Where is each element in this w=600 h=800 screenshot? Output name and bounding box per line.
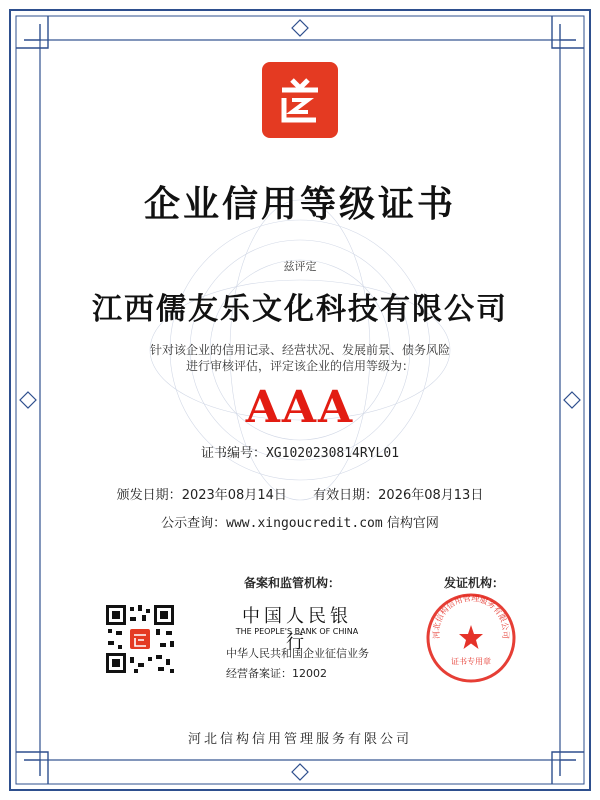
- query-label: 公示查询：: [161, 516, 227, 531]
- seal-bottom-text: 证书专用章: [451, 657, 491, 666]
- pboc-name-cn: 中国人民银行: [242, 606, 352, 653]
- company-name: 江西儒友乐文化科技有限公司: [92, 292, 508, 327]
- description-line-2: 进行审核评估，评定该企业的信用等级为：: [185, 359, 414, 373]
- seal-text: 河北信构信用管理服务有限公司: [431, 593, 511, 640]
- issue-date-label: 颁发日期：: [116, 488, 182, 503]
- xingou-logo-icon: [262, 62, 338, 138]
- certificate-title: 企业信用等级证书: [143, 183, 456, 225]
- filing-line: [226, 665, 327, 681]
- issue-date: 2023年08月14日: [181, 488, 287, 503]
- supervision-label: 备案和监管机构：: [244, 576, 341, 590]
- issuer-label: 发证机构：: [444, 576, 505, 590]
- certificate-number-label: 证书编号：: [200, 446, 266, 461]
- pboc-name-en: THE PEOPLE'S BANK OF CHINA: [235, 627, 359, 636]
- valid-date: 2026年08月13日: [378, 488, 484, 503]
- filing-number: 12002: [292, 667, 327, 680]
- certificate-number: XG1020230814RYL01: [265, 446, 400, 461]
- qr-code-icon[interactable]: [104, 603, 176, 675]
- filing-label: 经营备案证：: [226, 667, 292, 680]
- description-line-1: 针对该企业的信用记录、经营状况、发展前景、债务风险: [149, 343, 450, 357]
- valid-date-label: 有效日期：: [313, 488, 379, 503]
- query-url-link[interactable]: www.xingoucredit.com: [226, 516, 383, 531]
- credit-grade: AAA: [245, 382, 355, 433]
- business-line: 中华人民共和国企业征信业务: [226, 647, 369, 660]
- dates-line: [0, 484, 600, 503]
- query-line: [0, 512, 600, 531]
- red-seal-icon: [425, 592, 517, 684]
- footer-issuer-name: 河北信构信用管理服务有限公司: [187, 732, 412, 747]
- certificate-number-line: [0, 442, 600, 461]
- evaluated-label: 兹评定: [283, 260, 317, 273]
- query-suffix: 信构官网: [386, 516, 439, 531]
